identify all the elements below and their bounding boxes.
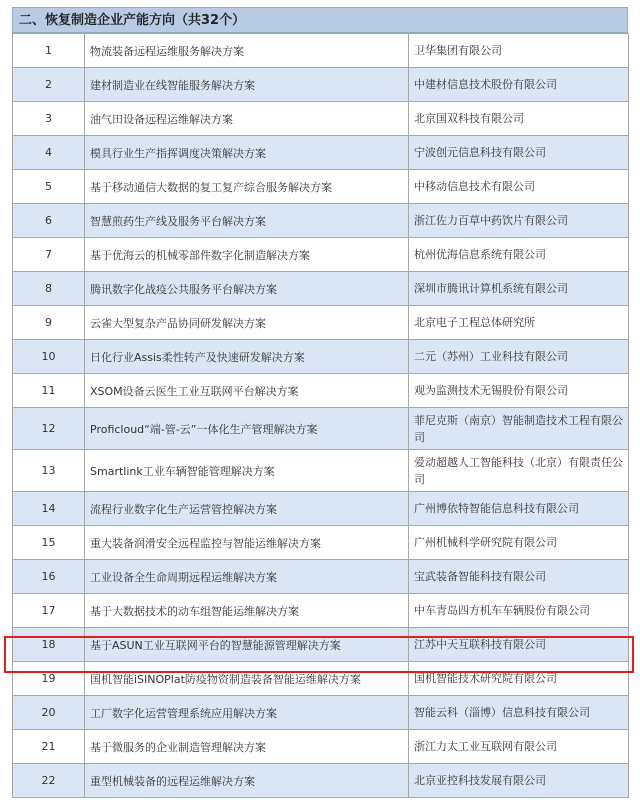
company-name: 宁波创元信息科技有限公司 — [409, 136, 629, 170]
company-name: 爱动超越人工智能科技（北京）有限责任公司 — [409, 450, 629, 492]
table-row — [13, 696, 629, 730]
solution-name: XSOM设备云医生工业互联网平台解决方案 — [85, 374, 409, 408]
table-row — [13, 68, 629, 102]
row-number: 10 — [13, 340, 85, 374]
row-number: 8 — [13, 272, 85, 306]
section-title: 二、恢复制造企业产能方向（共32个） — [12, 7, 628, 33]
solution-name: 油气田设备远程运维解决方案 — [85, 102, 409, 136]
company-name: 广州博依特智能信息科技有限公司 — [409, 492, 629, 526]
solutions-table — [12, 33, 629, 798]
company-name: 卫华集团有限公司 — [409, 34, 629, 68]
document-table — [12, 7, 628, 798]
row-number: 20 — [13, 696, 85, 730]
row-number: 1 — [13, 34, 85, 68]
solution-name: 重大装备润滑安全远程监控与智能运维解决方案 — [85, 526, 409, 560]
table-row — [13, 102, 629, 136]
company-name: 中移动信息技术有限公司 — [409, 170, 629, 204]
row-number: 9 — [13, 306, 85, 340]
solution-name: 工厂数字化运营管理系统应用解决方案 — [85, 696, 409, 730]
company-name: 浙江力太工业互联网有限公司 — [409, 730, 629, 764]
table-row — [13, 306, 629, 340]
solution-name: 智慧煎药生产线及服务平台解决方案 — [85, 204, 409, 238]
company-name: 菲尼克斯（南京）智能制造技术工程有限公司 — [409, 408, 629, 450]
company-name: 北京亚控科技发展有限公司 — [409, 764, 629, 798]
table-row — [13, 764, 629, 798]
solution-name: 建材制造业在线智能服务解决方案 — [85, 68, 409, 102]
row-number: 22 — [13, 764, 85, 798]
row-number: 6 — [13, 204, 85, 238]
company-name: 国机智能技术研究院有限公司 — [409, 662, 629, 696]
row-number: 19 — [13, 662, 85, 696]
solution-name: 国机智能iSINOPlat防疫物资制造装备智能运维解决方案 — [85, 662, 409, 696]
table-row — [13, 492, 629, 526]
solution-name: Proficloud“端-管-云”一体化生产管理解决方案 — [85, 408, 409, 450]
company-name: 杭州优海信息系统有限公司 — [409, 238, 629, 272]
table-row — [13, 204, 629, 238]
company-name: 北京电子工程总体研究所 — [409, 306, 629, 340]
table-row — [13, 272, 629, 306]
company-name: 江苏中天互联科技有限公司 — [409, 628, 629, 662]
table-row — [13, 628, 629, 662]
table-row — [13, 238, 629, 272]
company-name: 中建材信息技术股份有限公司 — [409, 68, 629, 102]
table-row — [13, 560, 629, 594]
company-name: 智能云科（淄博）信息科技有限公司 — [409, 696, 629, 730]
table-row — [13, 450, 629, 492]
solution-name: 基于大数据技术的动车组智能运维解决方案 — [85, 594, 409, 628]
company-name: 北京国双科技有限公司 — [409, 102, 629, 136]
solution-name: 流程行业数字化生产运营管控解决方案 — [85, 492, 409, 526]
solution-name: 重型机械装备的远程运维解决方案 — [85, 764, 409, 798]
table-row — [13, 730, 629, 764]
table-row — [13, 170, 629, 204]
solution-name: 日化行业Assis柔性转产及快速研发解决方案 — [85, 340, 409, 374]
table-row — [13, 136, 629, 170]
solution-name: 物流装备远程运维服务解决方案 — [85, 34, 409, 68]
table-row — [13, 34, 629, 68]
row-number: 14 — [13, 492, 85, 526]
company-name: 二元（苏州）工业科技有限公司 — [409, 340, 629, 374]
company-name: 观为监测技术无锡股份有限公司 — [409, 374, 629, 408]
solution-name: 腾讯数字化战疫公共服务平台解决方案 — [85, 272, 409, 306]
solution-name: Smartlink工业车辆智能管理解决方案 — [85, 450, 409, 492]
row-number: 17 — [13, 594, 85, 628]
row-number: 4 — [13, 136, 85, 170]
row-number: 3 — [13, 102, 85, 136]
solution-name: 基于优海云的机械零部件数字化制造解决方案 — [85, 238, 409, 272]
solution-name: 云雀大型复杂产品协同研发解决方案 — [85, 306, 409, 340]
company-name: 浙江佐力百草中药饮片有限公司 — [409, 204, 629, 238]
table-row — [13, 594, 629, 628]
company-name: 宝武装备智能科技有限公司 — [409, 560, 629, 594]
table-body — [13, 34, 629, 798]
solution-name: 工业设备全生命周期远程运维解决方案 — [85, 560, 409, 594]
company-name: 广州机械科学研究院有限公司 — [409, 526, 629, 560]
row-number: 12 — [13, 408, 85, 450]
row-number: 15 — [13, 526, 85, 560]
row-number: 21 — [13, 730, 85, 764]
row-number: 11 — [13, 374, 85, 408]
solution-name: 模具行业生产指挥调度决策解决方案 — [85, 136, 409, 170]
solution-name: 基于微服务的企业制造管理解决方案 — [85, 730, 409, 764]
table-row — [13, 662, 629, 696]
table-row — [13, 408, 629, 450]
table-row — [13, 526, 629, 560]
row-number: 5 — [13, 170, 85, 204]
row-number: 2 — [13, 68, 85, 102]
row-number: 18 — [13, 628, 85, 662]
row-number: 7 — [13, 238, 85, 272]
row-number: 16 — [13, 560, 85, 594]
company-name: 中车青岛四方机车车辆股份有限公司 — [409, 594, 629, 628]
solution-name: 基于移动通信大数据的复工复产综合服务解决方案 — [85, 170, 409, 204]
solution-name: 基于ASUN工业互联网平台的智慧能源管理解决方案 — [85, 628, 409, 662]
row-number: 13 — [13, 450, 85, 492]
table-row — [13, 340, 629, 374]
company-name: 深圳市腾讯计算机系统有限公司 — [409, 272, 629, 306]
table-row — [13, 374, 629, 408]
